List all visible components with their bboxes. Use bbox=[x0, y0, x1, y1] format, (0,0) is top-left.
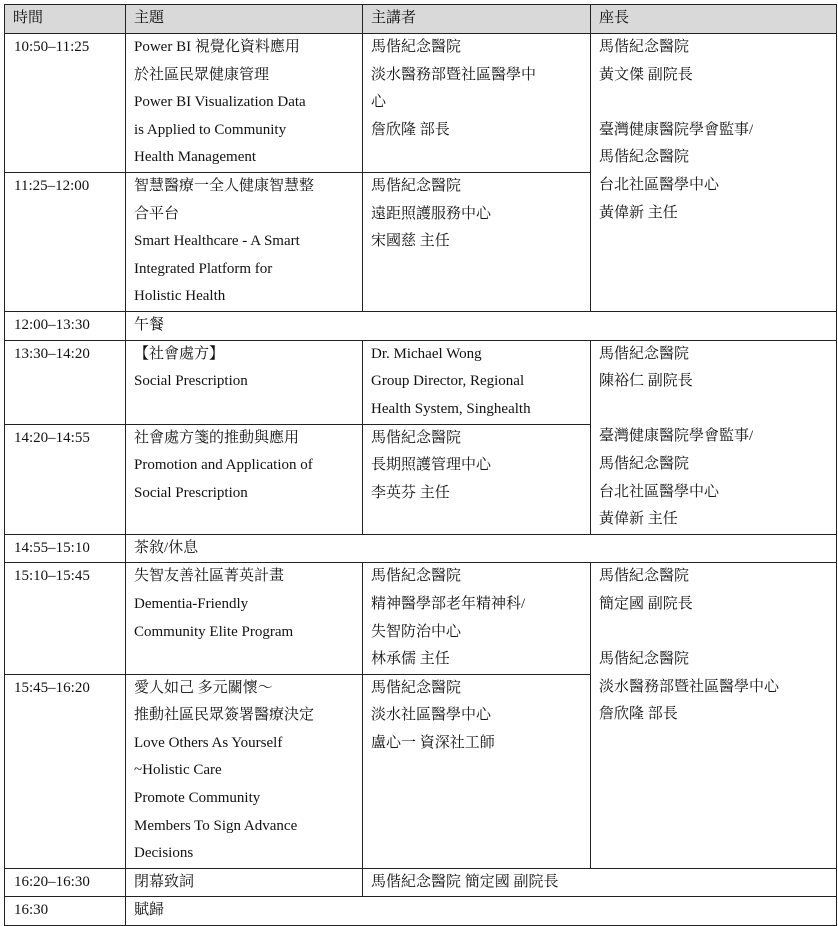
time-cell: 15:45–16:20 bbox=[5, 674, 126, 868]
table-row bbox=[5, 897, 837, 926]
topic-cell: 愛人如己 多元關懷～ 推動社區民眾簽署醫療決定 Love Others As Yourself ~Holistic Care Promote Community Members To Sign Advance Decisions bbox=[126, 674, 363, 868]
break-cell: 茶敘/休息 bbox=[126, 534, 837, 563]
time-cell: 14:20–14:55 bbox=[5, 424, 126, 534]
time-cell: 10:50–11:25 bbox=[5, 34, 126, 173]
speaker-cell: 馬偕紀念醫院 長期照護管理中心 李英芬 主任 bbox=[363, 424, 591, 534]
table-row bbox=[5, 563, 837, 674]
chair-cell: 馬偕紀念醫院 陳裕仁 副院長 臺灣健康醫院學會監事/ 馬偕紀念醫院 台北社區醫學中心 黃偉新 主任 bbox=[591, 340, 837, 534]
table-row bbox=[5, 868, 837, 897]
time-cell: 15:10–15:45 bbox=[5, 563, 126, 674]
time-cell: 16:30 bbox=[5, 897, 126, 926]
topic-cell: 失智友善社區菁英計畫 Dementia-Friendly Community Elite Program bbox=[126, 563, 363, 674]
topic-cell: 【社會處方】 Social Prescription bbox=[126, 340, 363, 424]
header-time: 時間 bbox=[5, 5, 126, 34]
topic-cell: 智慧醫療一全人健康智慧整 合平台 Smart Healthcare - A Smart Integrated Platform for Holistic Health bbox=[126, 173, 363, 312]
table-row bbox=[5, 311, 837, 340]
time-cell: 16:20–16:30 bbox=[5, 868, 126, 897]
header-row bbox=[5, 5, 837, 34]
speaker-cell: 馬偕紀念醫院 遠距照護服務中心 宋國慈 主任 bbox=[363, 173, 591, 312]
time-cell: 14:55–15:10 bbox=[5, 534, 126, 563]
time-cell: 11:25–12:00 bbox=[5, 173, 126, 312]
speaker-cell: 馬偕紀念醫院 淡水社區醫學中心 盧心一 資深社工師 bbox=[363, 674, 591, 868]
topic-cell: 閉幕致詞 bbox=[126, 868, 363, 897]
time-cell: 13:30–14:20 bbox=[5, 340, 126, 424]
table-row bbox=[5, 534, 837, 563]
header-topic: 主題 bbox=[126, 5, 363, 34]
table-row bbox=[5, 34, 837, 173]
break-cell: 賦歸 bbox=[126, 897, 837, 926]
topic-cell: 社會處方箋的推動與應用 Promotion and Application of Social Prescription bbox=[126, 424, 363, 534]
speaker-cell: 馬偕紀念醫院 簡定國 副院長 bbox=[363, 868, 837, 897]
table-row bbox=[5, 340, 837, 424]
topic-cell: Power BI 視覺化資料應用 於社區民眾健康管理 Power BI Visualization Data is Applied to Community Health Management bbox=[126, 34, 363, 173]
speaker-cell: 馬偕紀念醫院 精神醫學部老年精神科/ 失智防治中心 林承儒 主任 bbox=[363, 563, 591, 674]
break-cell: 午餐 bbox=[126, 311, 837, 340]
chair-cell: 馬偕紀念醫院 黃文傑 副院長 臺灣健康醫院學會監事/ 馬偕紀念醫院 台北社區醫學中心 黃偉新 主任 bbox=[591, 34, 837, 312]
header-speaker: 主講者 bbox=[363, 5, 591, 34]
schedule-table bbox=[4, 4, 837, 926]
speaker-cell: 馬偕紀念醫院 淡水醫務部暨社區醫學中 心 詹欣隆 部長 bbox=[363, 34, 591, 173]
time-cell: 12:00–13:30 bbox=[5, 311, 126, 340]
header-chair: 座長 bbox=[591, 5, 837, 34]
chair-cell: 馬偕紀念醫院 簡定國 副院長 馬偕紀念醫院 淡水醫務部暨社區醫學中心 詹欣隆 部長 bbox=[591, 563, 837, 869]
speaker-cell: Dr. Michael Wong Group Director, Regional Health System, Singhealth bbox=[363, 340, 591, 424]
